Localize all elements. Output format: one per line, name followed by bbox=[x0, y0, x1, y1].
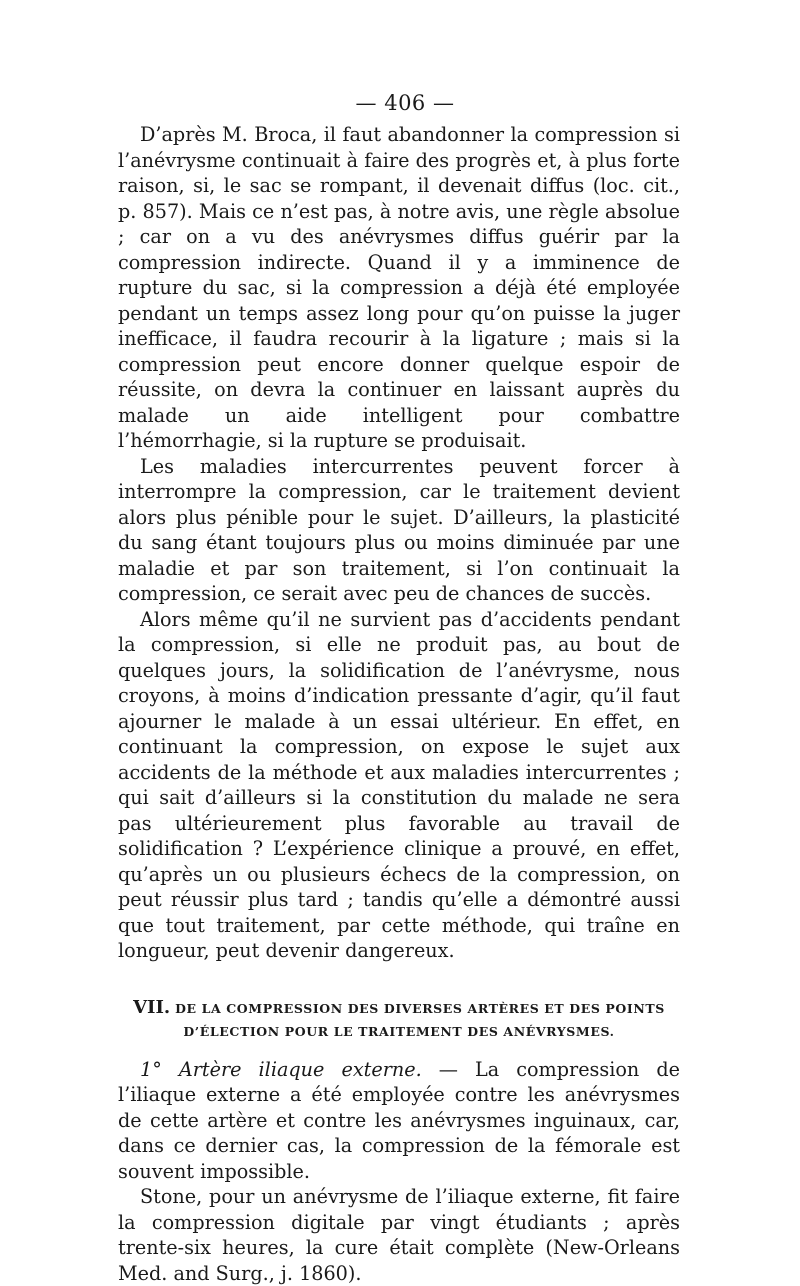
section-heading bbox=[118, 996, 680, 1043]
section-number: VII. bbox=[133, 996, 171, 1018]
paragraph-iliac-artery bbox=[118, 1057, 680, 1185]
page-number: — 406 — bbox=[355, 91, 455, 115]
paragraph-stone: Stone, pour un anévrysme de l’iliaque externe, fit faire la compression digitale par vingt étudiants ; après trente-six heures, la cure était complète (New-Orleans Med. and Surg., j. 1860). bbox=[118, 1185, 680, 1285]
paragraph-broca: D’après M. Broca, il faut abandonner la compression si l’anévrysme continuait à faire des progrès et, à plus forte raison, si, le sac se rompant, il devenait diffus (loc. cit., p. 857). Mais ce n’est pas, à notre avis, une règle absolue ; car on a vu des anévrysmes diffus guérir par la compression indirecte. Quand il y a imminence de rupture du sac, si la compression a déjà été employée pendant un temps assez long pour qu’on puisse la juger inefficace, il faudra recourir à la ligature ; mais si la compression peut encore donner quelque espoir de réussite, on devra la continuer en laissant auprès du malade un aide intelligent pour combattre l’hémorrhagie, si la rupture se produisait. bbox=[118, 123, 680, 452]
section-heading-line1 bbox=[118, 996, 680, 1020]
page bbox=[118, 86, 680, 1286]
paragraph-postpone: Alors même qu’il ne survient pas d’accidents pendant la compression, si elle ne produit pas, au bout de quelques jours, la solidification de l’anévrysme, nous croyons, à moins d’indication pressante d’agir, qu’il faut ajourner le malade à un essai ultérieur. En effet, en continuant la compression, on expose le sujet aux accidents de la méthode et aux maladies intercurrentes ; qui sait d’ailleurs si la constitution du malade ne sera pas ultérieurement plus favorable au travail de solidification ? L’expérience clinique a prouvé, en effet, qu’après un ou plusieurs échecs de la compression, on peut réussir plus tard ; tandis qu’elle a démontré aussi que tout traitement, par cette méthode, qui traîne en longueur, peut devenir dangereux. bbox=[118, 607, 680, 962]
section-title-line1: DE LA COMPRESSION DES DIVERSES ARTÈRES ET DES POINTS bbox=[175, 1000, 665, 1016]
subsection-text: — La compression de l’iliaque externe a été employée contre les anévrysmes de cette artère et contre les anévrysmes inguinaux, car, dans ce dernier cas, la compression de la fémorale est souvent impossible. bbox=[118, 1057, 680, 1183]
section-title-line2: D’ÉLECTION POUR LE TRAITEMENT DES ANÉVRYSMES. bbox=[183, 1023, 615, 1039]
subsection-title: 1° Artère iliaque externe. bbox=[140, 1057, 422, 1081]
paragraph-intercurrent-diseases: Les maladies intercurrentes peuvent forcer à interrompre la compression, car le traitement devient alors plus pénible pour le sujet. D’ailleurs, la plasticité du sang étant toujours plus ou moins diminuée par une maladie et par son traitement, si l’on continuait la compression, ce serait avec peu de chances de succès. bbox=[118, 454, 680, 605]
